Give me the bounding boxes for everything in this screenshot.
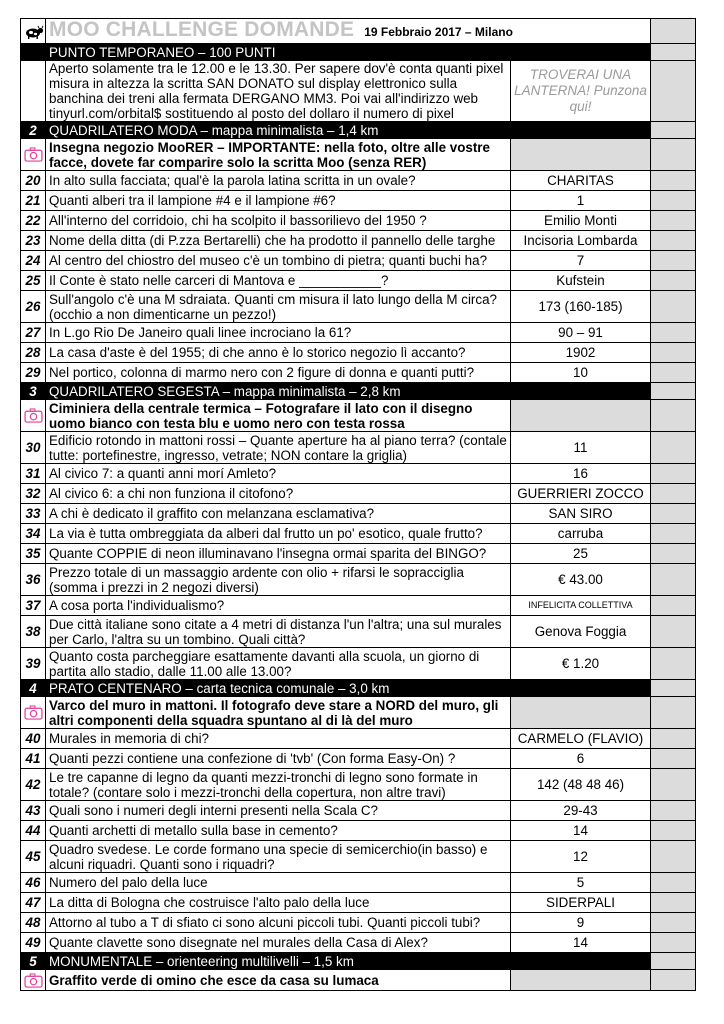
photo-task-row — [21, 697, 696, 729]
question-row — [21, 769, 696, 801]
score-cell — [651, 953, 696, 970]
question-row — [21, 323, 696, 343]
answer-cell: 11 — [511, 432, 651, 464]
score-cell — [651, 291, 696, 323]
question-number: 21 — [21, 191, 46, 211]
question-row — [21, 648, 696, 680]
photo-task-text: Ciminiera della centrale termica – Fotografare il lato con il disegno uomo bianco con testa blu e uomo nero con testa rossa — [46, 400, 511, 432]
section-number — [21, 44, 46, 61]
question-text: Il Conte è stato nelle carceri di Mantova e ___________? — [46, 271, 511, 291]
photo-task-answer — [511, 400, 651, 432]
score-cell — [651, 171, 696, 191]
section-subtitle: – mappa minimalista – 1,4 km — [196, 122, 379, 138]
score-cell — [651, 648, 696, 680]
answer-cell: 16 — [511, 464, 651, 484]
question-text: La casa d'aste è del 1955; di che anno è lo storico negozio lì accanto? — [46, 343, 511, 363]
answer-cell: 14 — [511, 821, 651, 841]
score-cell — [651, 211, 696, 231]
question-text: Nome della ditta (di P.zza Bertarelli) che ha prodotto il pannello delle targhe — [46, 231, 511, 251]
question-number: 37 — [21, 596, 46, 616]
score-cell — [651, 44, 696, 61]
question-row — [21, 873, 696, 893]
question-row — [21, 363, 696, 383]
question-text: Quanti pezzi contiene una confezione di 'tvb' (Con forma Easy-On) ? — [46, 749, 511, 769]
photo-task-row — [21, 970, 696, 991]
photo-task-text: Insegna negozio MooRER – IMPORTANTE: nella foto, oltre alle vostre facce, dovete far comparire solo la scritta Moo (senza RER) — [46, 139, 511, 171]
question-number: 20 — [21, 171, 46, 191]
question-number: 42 — [21, 769, 46, 801]
question-number: 26 — [21, 291, 46, 323]
score-cell — [651, 933, 696, 953]
header-row — [21, 19, 696, 44]
score-cell — [651, 769, 696, 801]
score-cell — [651, 432, 696, 464]
question-row — [21, 432, 696, 464]
photo-task-answer — [511, 697, 651, 729]
question-number: 34 — [21, 524, 46, 544]
score-cell — [651, 841, 696, 873]
question-text: Quante clavette sono disegnate nel murales della Casa di Alex? — [46, 933, 511, 953]
score-cell — [651, 61, 696, 122]
score-cell — [651, 19, 696, 44]
answer-cell: carruba — [511, 524, 651, 544]
question-row — [21, 893, 696, 913]
score-cell — [651, 697, 696, 729]
question-row — [21, 191, 696, 211]
score-cell — [651, 383, 696, 400]
section-name: QUADRILATERO MODA — [49, 122, 197, 138]
question-text: A cosa porta l'individualismo? — [46, 596, 511, 616]
score-cell — [651, 323, 696, 343]
question-text: La via è tutta ombreggiata da alberi dal frutto un po' esotico, quale frutto? — [46, 524, 511, 544]
camera-icon — [24, 705, 43, 720]
section-header — [21, 680, 696, 697]
question-text: Quanti archetti di metallo sulla base in cemento? — [46, 821, 511, 841]
answer-cell: Genova Foggia — [511, 616, 651, 648]
answer-cell: 173 (160-185) — [511, 291, 651, 323]
score-cell — [651, 271, 696, 291]
question-text: Due città italiane sono citate a 4 metri di distanza l'un l'altra; una sul murales per Carlo, l'altra su un tombino. Quali città? — [46, 616, 511, 648]
question-row — [21, 564, 696, 596]
answer-cell: CHARITAS — [511, 171, 651, 191]
score-cell — [651, 680, 696, 697]
question-number: 49 — [21, 933, 46, 953]
section-header — [21, 953, 696, 970]
cow-logo-icon — [22, 25, 44, 39]
section-title — [46, 44, 651, 61]
photo-task-icon-cell — [21, 400, 46, 432]
question-text: Quadro svedese. Le corde formano una specie di semicerchio(in basso) e alcuni riquadri. Quanti sono i riquadri? — [46, 841, 511, 873]
section-subtitle: – carta tecnica comunale – 3,0 km — [181, 680, 390, 696]
question-sheet — [20, 18, 695, 991]
question-number: 32 — [21, 484, 46, 504]
question-number: 23 — [21, 231, 46, 251]
section-subtitle: – mappa minimalista – 2,8 km — [218, 383, 401, 399]
score-cell — [651, 749, 696, 769]
question-row — [21, 544, 696, 564]
question-number: 36 — [21, 564, 46, 596]
question-row — [21, 933, 696, 953]
score-cell — [651, 970, 696, 991]
answer-cell: GUERRIERI ZOCCO — [511, 484, 651, 504]
question-text: Quante COPPIE di neon illuminavano l'insegna ormai sparita del BINGO? — [46, 544, 511, 564]
answer-cell: SAN SIRO — [511, 504, 651, 524]
question-text: Numero del palo della luce — [46, 873, 511, 893]
question-text: Quali sono i numeri degli interni presenti nella Scala C? — [46, 801, 511, 821]
answer-cell: Kufstein — [511, 271, 651, 291]
score-cell — [651, 729, 696, 749]
section-name: PUNTO TEMPORANEO – 100 PUNTI — [49, 44, 276, 60]
section-number: 2 — [21, 122, 46, 139]
score-cell — [651, 191, 696, 211]
question-text: Murales in memoria di chi? — [46, 729, 511, 749]
question-text: Al civico 6: a chi non funziona il citofono? — [46, 484, 511, 504]
question-row — [21, 801, 696, 821]
score-cell — [651, 363, 696, 383]
question-row — [21, 729, 696, 749]
camera-icon — [24, 408, 43, 423]
question-number: 28 — [21, 343, 46, 363]
question-text: Le tre capanne di legno da quanti mezzi-tronchi di legno sono formate in totale? (contare solo i mezzi-tronchi della copertura, non altre travi) — [46, 769, 511, 801]
photo-task-row — [21, 139, 696, 171]
score-cell — [651, 616, 696, 648]
section-number: 4 — [21, 680, 46, 697]
score-cell — [651, 464, 696, 484]
answer-cell: € 1.20 — [511, 648, 651, 680]
score-cell — [651, 913, 696, 933]
answer-cell: Incisoria Lombarda — [511, 231, 651, 251]
page-title: MOO CHALLENGE DOMANDE — [49, 18, 355, 41]
question-row — [21, 231, 696, 251]
score-cell — [651, 139, 696, 171]
answer-cell: 9 — [511, 913, 651, 933]
score-cell — [651, 504, 696, 524]
question-text: In L.go Rio De Janeiro quali linee incrociano la 61? — [46, 323, 511, 343]
question-number: 29 — [21, 363, 46, 383]
question-row — [21, 749, 696, 769]
question-number: 31 — [21, 464, 46, 484]
question-text: Al civico 7: a quanti anni morí Amleto? — [46, 464, 511, 484]
section-title — [46, 122, 651, 139]
question-number: 35 — [21, 544, 46, 564]
section-title — [46, 383, 651, 400]
question-number: 25 — [21, 271, 46, 291]
camera-icon — [24, 147, 43, 162]
score-cell — [651, 564, 696, 596]
question-row — [21, 251, 696, 271]
question-row — [21, 821, 696, 841]
section-header — [21, 122, 696, 139]
question-number: 46 — [21, 873, 46, 893]
question-text: A chi è dedicato il graffito con melanzana esclamativa? — [46, 504, 511, 524]
answer-cell: 5 — [511, 873, 651, 893]
score-cell — [651, 251, 696, 271]
question-row — [21, 504, 696, 524]
question-number: 41 — [21, 749, 46, 769]
question-text: Edificio rotondo in mattoni rossi – Quante aperture ha al piano terra? (contale tutte: portefinestre, ingresso, vetrate; NON contare la griglia) — [46, 432, 511, 464]
answer-cell: € 43.00 — [511, 564, 651, 596]
question-row — [21, 291, 696, 323]
answer-cell: INFELICITA COLLETTIVA — [511, 596, 651, 616]
question-row — [21, 343, 696, 363]
question-row — [21, 841, 696, 873]
section-name: PRATO CENTENARO — [49, 680, 182, 696]
answer-cell: SIDERPALI — [511, 893, 651, 913]
logo-cell — [21, 19, 46, 44]
question-number: 24 — [21, 251, 46, 271]
question-text: Al centro del chiostro del museo c'è un tombino di pietra; quanti buchi ha? — [46, 251, 511, 271]
question-number: 43 — [21, 801, 46, 821]
answer-cell: 6 — [511, 749, 651, 769]
photo-task-icon-cell — [21, 697, 46, 729]
answer-cell: 10 — [511, 363, 651, 383]
score-cell — [651, 893, 696, 913]
question-number: 40 — [21, 729, 46, 749]
question-text: Prezzo totale di un massaggio ardente con olio + rifarsi le sopracciglia (somma i prezzi in 2 negozi diversi) — [46, 564, 511, 596]
section-number: 3 — [21, 383, 46, 400]
score-cell — [651, 524, 696, 544]
answer-cell: 1 — [511, 191, 651, 211]
question-row — [21, 524, 696, 544]
score-cell — [651, 801, 696, 821]
photo-task-icon-cell — [21, 970, 46, 991]
question-number: 45 — [21, 841, 46, 873]
question-text: Attorno al tubo a T di sfiato ci sono alcuni piccoli tubi. Quanti piccoli tubi? — [46, 913, 511, 933]
score-cell — [651, 122, 696, 139]
score-cell — [651, 343, 696, 363]
question-number: 30 — [21, 432, 46, 464]
section-number: 5 — [21, 953, 46, 970]
score-cell — [651, 873, 696, 893]
answer-cell: 29-43 — [511, 801, 651, 821]
answer-cell: 7 — [511, 251, 651, 271]
question-text: La ditta di Bologna che costruisce l'alto palo della luce — [46, 893, 511, 913]
question-row — [21, 211, 696, 231]
question-table — [20, 18, 696, 991]
photo-task-answer — [511, 970, 651, 991]
photo-task-icon-cell — [21, 139, 46, 171]
question-row — [21, 464, 696, 484]
score-cell — [651, 484, 696, 504]
answer-cell: TROVERAI UNA LANTERNA! Punzona qui! — [511, 61, 651, 122]
camera-icon — [24, 973, 43, 988]
section-title — [46, 953, 651, 970]
question-text: In alto sulla facciata; qual'è la parola latina scritta in un ovale? — [46, 171, 511, 191]
question-row — [21, 171, 696, 191]
answer-cell: Emilio Monti — [511, 211, 651, 231]
score-cell — [651, 231, 696, 251]
photo-task-text: Varco del muro in mattoni. Il fotografo deve stare a NORD del muro, gli altri componenti della squadra spuntano al di là del muro — [46, 697, 511, 729]
section-title — [46, 680, 651, 697]
photo-task-answer — [511, 139, 651, 171]
question-number: 22 — [21, 211, 46, 231]
answer-cell: 12 — [511, 841, 651, 873]
question-text: Quanto costa parcheggiare esattamente davanti alla scuola, un giorno di partita allo stadio, dalle 11.00 alle 13.00? — [46, 648, 511, 680]
question-number: 33 — [21, 504, 46, 524]
question-row — [21, 271, 696, 291]
answer-cell: 90 – 91 — [511, 323, 651, 343]
question-number: 38 — [21, 616, 46, 648]
question-row — [21, 484, 696, 504]
question-row — [21, 61, 696, 122]
question-number — [21, 61, 46, 122]
answer-cell: CARMELO (FLAVIO) — [511, 729, 651, 749]
answer-cell: 142 (48 48 46) — [511, 769, 651, 801]
answer-cell: 1902 — [511, 343, 651, 363]
score-cell — [651, 821, 696, 841]
question-row — [21, 913, 696, 933]
question-text: Sull'angolo c'è una M sdraiata. Quanti cm misura il lato lungo della M circa? (occhio a non dimenticarne un pezzo!) — [46, 291, 511, 323]
question-text: All'interno del corridoio, chi ha scolpito il bassorilievo del 1950 ? — [46, 211, 511, 231]
header-title-cell — [46, 19, 651, 44]
question-row — [21, 596, 696, 616]
section-name: MONUMENTALE — [49, 953, 153, 969]
question-number: 48 — [21, 913, 46, 933]
photo-task-text: Graffito verde di omino che esce da casa su lumaca — [46, 970, 511, 991]
page-date: 19 Febbraio 2017 – Milano — [364, 25, 513, 39]
score-cell — [651, 596, 696, 616]
question-number: 39 — [21, 648, 46, 680]
photo-task-row — [21, 400, 696, 432]
score-cell — [651, 400, 696, 432]
question-text: Quanti alberi tra il lampione #4 e il lampione #6? — [46, 191, 511, 211]
question-row — [21, 616, 696, 648]
section-subtitle: – orienteering multilivelli – 1,5 km — [152, 953, 354, 969]
section-name: QUADRILATERO SEGESTA — [49, 383, 219, 399]
question-number: 44 — [21, 821, 46, 841]
question-number: 27 — [21, 323, 46, 343]
section-header — [21, 44, 696, 61]
score-cell — [651, 544, 696, 564]
question-text: Nel portico, colonna di marmo nero con 2 figure di donna e quanti putti? — [46, 363, 511, 383]
answer-cell: 14 — [511, 933, 651, 953]
section-header — [21, 383, 696, 400]
question-number: 47 — [21, 893, 46, 913]
question-text: Aperto solamente tra le 12.00 e le 13.30. Per sapere dov'è conta quanti pixel misura in altezza la scritta SAN DONATO sul display elettronico sulla banchina dei treni alla fermata DERGANO MM3. Poi vai all'indirizzo web tinyurl.com/orbital$ sostituendo al posto del dollaro il numero di pixel — [46, 61, 511, 122]
answer-cell: 25 — [511, 544, 651, 564]
